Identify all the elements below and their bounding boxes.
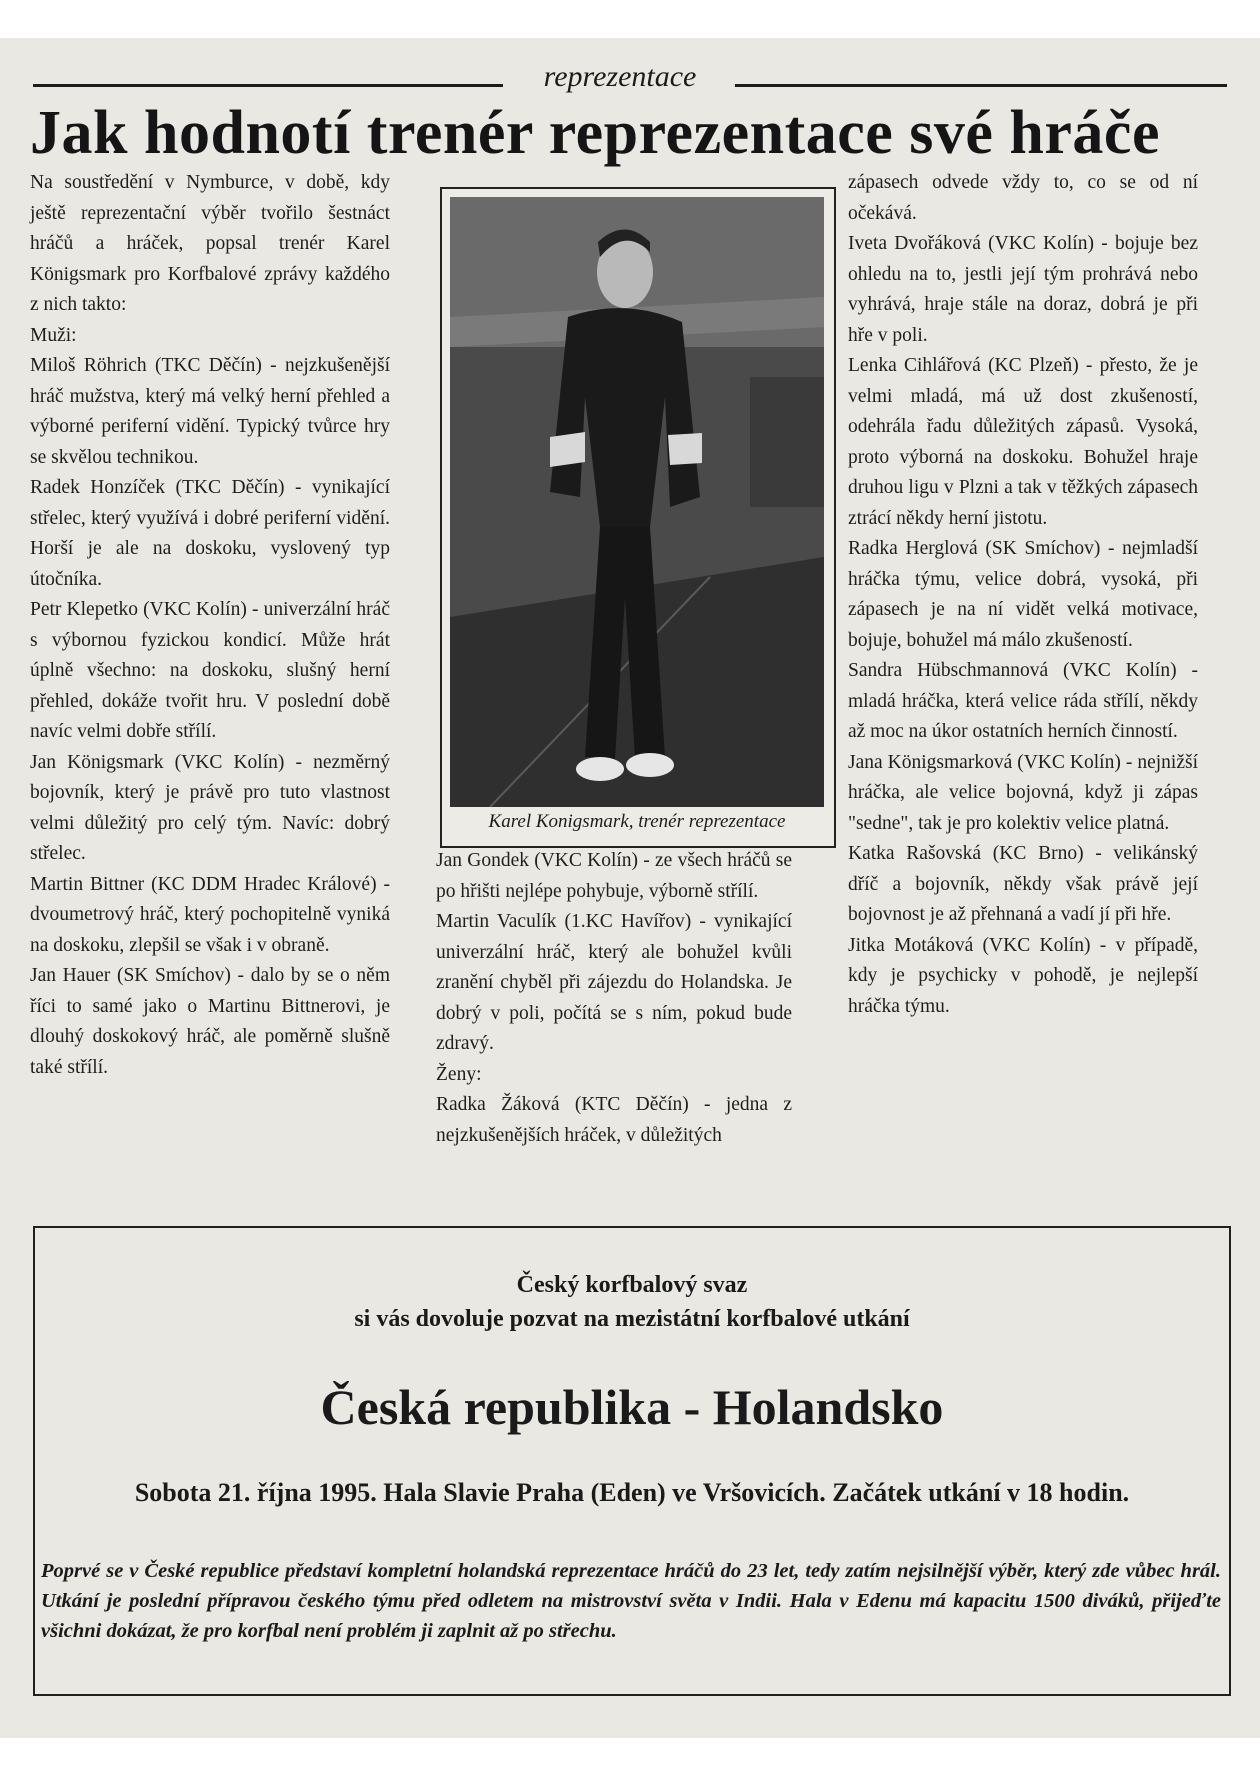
invitation-subtitle: si vás dovoluje pozvat na mezistátní korfbalové utkání bbox=[354, 1306, 910, 1332]
player-paragraph: Jan Hauer (SK Smíchov) - dalo by se o něm říci to samé jako o Martinu Bittnerovi, je dlouhý doskokový hráč, ale poměrně slušně také střílí. bbox=[30, 965, 390, 1078]
player-paragraph: Iveta Dvořáková (VKC Kolín) - bojuje bez ohledu na to, jestli její tým prohrává nebo vyhrává, hraje stále na doraz, dobrá je při hře v poli. bbox=[848, 233, 1198, 346]
player-paragraph: Petr Klepetko (VKC Kolín) - univerzální hráč s výbornou fyzickou kondicí. Může hrát úplně všechno: na doskoku, slušný herní přehled, dokáže tvořit hru. V poslední době navíc velmi dobře střílí. bbox=[30, 599, 390, 742]
photo-caption: Karel Konigsmark, trenér reprezentace bbox=[488, 811, 786, 832]
article-column-right bbox=[848, 168, 1198, 1022]
men-heading: Muži: bbox=[30, 324, 77, 346]
player-paragraph: Jan Königsmark (VKC Kolín) - nezměrný bojovník, který je právě pro tuto vlastnost velmi důležitý pro celý tým. Navíc: dobrý střelec. bbox=[30, 751, 390, 864]
player-paragraph: Sandra Hübschmannová (VKC Kolín) - mladá hráčka, která velice ráda střílí, někdy až moc na úkor ostatních herních činností. bbox=[848, 660, 1198, 742]
women-heading: Ženy: bbox=[436, 1063, 482, 1085]
match-date-venue: Sobota 21. října 1995. Hala Slavie Praha (Eden) ve Vršovicích. Začátek utkání v 18 hodin. bbox=[134, 1478, 1130, 1507]
section-label: reprezentace bbox=[543, 60, 697, 93]
player-paragraph: Jana Königsmarková (VKC Kolín) - nejnižší hráčka, ale velice bojovná, když ji zápas "sedne", tak je pro kolektiv velice platná. bbox=[848, 751, 1198, 834]
coach-photo bbox=[450, 197, 824, 807]
invitation-body: Poprvé se v České republice představí kompletní holandská reprezentace hráčů do 23 let, tedy zatím nejsilnější výběr, který zde vůbec hrál. Utkání je poslední přípravou českého týmu před odletem na mistrovství světa v Indii. Hala v Edenu má kapacitu 1500 diváků, přijeďte všichni dokázat, že pro korfbal není problém ji zaplnit až po střechu. bbox=[41, 1560, 1221, 1642]
player-paragraph: zápasech odvede vždy to, co se od ní očekává. bbox=[848, 172, 1198, 224]
player-paragraph: Lenka Cihlářová (KC Plzeň) - přesto, že je velmi mladá, má už dost zkušeností, odehrála řadu důležitých zápasů. Vysoká, proto výborná na doskoku. Bohužel hraje druhou ligu v Plzni a tak v těžkých zápasech ztrácí někdy herní jistotu. bbox=[848, 355, 1198, 529]
player-paragraph: Katka Rašovská (KC Brno) - velikánský dříč a bojovník, někdy však právě její bojovnost je až přehnaná a vadí jí při hře. bbox=[848, 843, 1198, 925]
intro-paragraph: Na soustředění v Nymburce, v době, kdy ještě reprezentační výběr tvořilo šestnáct hráčů a hráček, popsal trenér Karel Königsmark pro Korfbalové zprávy každého z nich takto: bbox=[30, 172, 390, 315]
article-column-left bbox=[30, 168, 390, 1083]
player-paragraph: Radka Herglová (SK Smíchov) - nejmladší hráčka týmu, velice dobrá, vysoká, při zápasech je na ní vidět velká motivace, bojuje, bohužel má málo zkušeností. bbox=[848, 538, 1198, 651]
coach-photo-frame bbox=[440, 187, 836, 848]
match-invitation-box bbox=[33, 1226, 1231, 1696]
article-column-middle bbox=[436, 846, 792, 1151]
player-paragraph: Jitka Motáková (VKC Kolín) - v případě, kdy je psychicky v pohodě, je nejlepší hráčka týmu. bbox=[848, 934, 1198, 1017]
headline: Jak hodnotí trenér reprezentace své hráče bbox=[30, 99, 1160, 167]
section-rule-left bbox=[33, 84, 503, 87]
player-paragraph: Martin Bittner (KC DDM Hradec Králové) - dvoumetrový hráč, který pochopitelně vyniká na doskoku, zlepšil se však i v obraně. bbox=[30, 873, 390, 956]
player-paragraph: Martin Vaculík (1.KC Havířov) - vynikající univerzální hráč, který ale bohužel kvůli zranění chyběl při zájezdu do Holandska. Je dobrý v poli, počítá se s ním, pokud bude zdravý. bbox=[436, 911, 792, 1054]
match-title: Česká republika - Holandsko bbox=[320, 1379, 944, 1435]
player-paragraph: Radek Honzíček (TKC Děčín) - vynikající střelec, který využívá i dobré periferní vidění. Horší je ale na doskoku, vyslovený typ útočníka. bbox=[30, 477, 390, 590]
invitation-organizer: Český korfbalový svaz bbox=[516, 1272, 748, 1298]
player-paragraph: Miloš Röhrich (TKC Děčín) - nejzkušenější hráč mužstva, který má velký herní přehled a výborné periferní vidění. Typický tvůrce hry se skvělou technikou. bbox=[30, 355, 390, 468]
player-paragraph: Radka Žáková (KTC Děčín) - jedna z nejzkušenějších hráček, v důležitých bbox=[436, 1094, 792, 1146]
section-rule-right bbox=[735, 84, 1227, 87]
coach-photo-image bbox=[450, 197, 824, 807]
player-paragraph: Jan Gondek (VKC Kolín) - ze všech hráčů se po hřišti nejlépe pohybuje, výborně střílí. bbox=[436, 850, 792, 902]
